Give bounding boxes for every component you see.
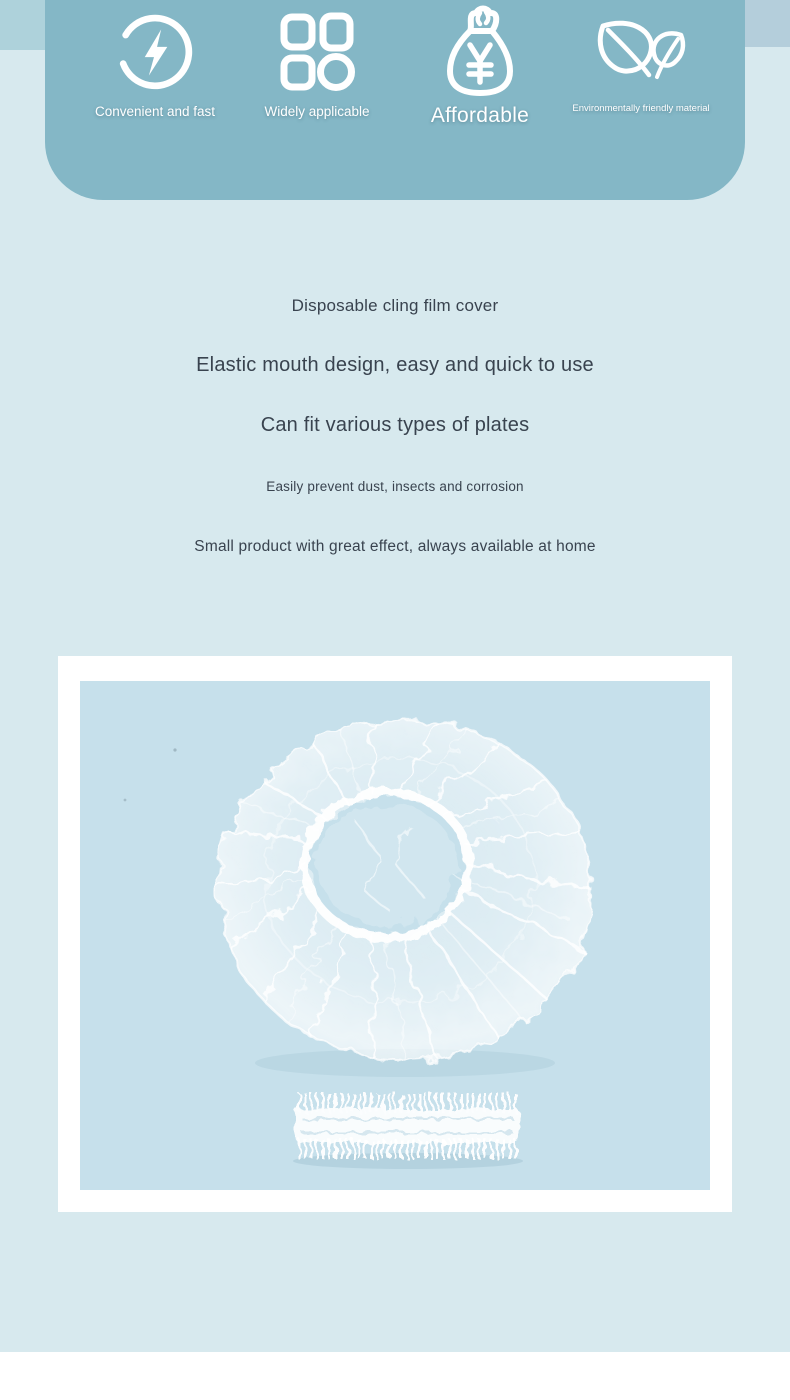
corner-square-left <box>0 0 45 50</box>
feature-label: Affordable <box>430 104 530 127</box>
feature-label: Widely applicable <box>264 104 370 119</box>
description-line: Easily prevent dust, insects and corrosion <box>266 479 524 494</box>
description-line: Disposable cling film cover <box>291 296 499 315</box>
lightning-circle-icon <box>70 0 240 104</box>
grid-squares-icon <box>232 0 402 104</box>
description-line: Small product with great effect, always available at home <box>194 538 596 555</box>
feature-label: Environmentally friendly material <box>572 103 710 114</box>
money-bag-yuan-icon <box>395 0 565 104</box>
feature-affordable <box>395 0 565 128</box>
feature-widely-applicable <box>232 0 402 120</box>
feature-eco-material <box>556 0 726 115</box>
feature-label: Convenient and fast <box>94 104 216 119</box>
description-line: Elastic mouth design, easy and quick to use <box>196 354 594 376</box>
leaves-icon <box>556 0 726 104</box>
bottom-white-strip <box>0 1352 790 1400</box>
description-line: Can fit various types of plates <box>260 414 530 436</box>
product-photo-frame <box>58 656 732 1212</box>
feature-banner <box>45 0 745 200</box>
product-photo <box>80 681 710 1190</box>
feature-convenient <box>70 0 240 120</box>
corner-square-right <box>745 0 790 47</box>
cling-film-cover-image <box>80 681 710 1190</box>
